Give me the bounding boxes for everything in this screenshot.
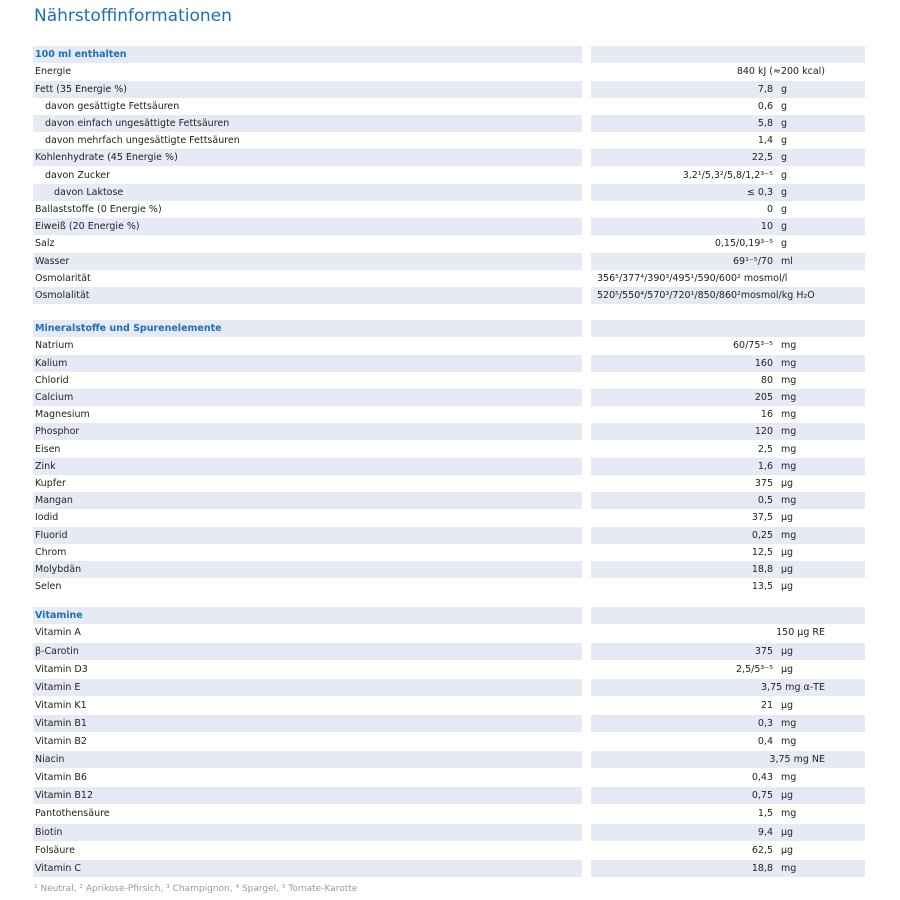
nutrient-label: davon Zucker: [45, 169, 110, 181]
table-row: [33, 235, 865, 252]
nutrient-value: 3,2¹/5,3²/5,8/1,2³⁻⁵: [682, 169, 773, 181]
table-row: [33, 544, 865, 561]
nutrient-unit: g: [781, 83, 788, 95]
nutrient-value: 840 kJ (≈200 kcal): [736, 66, 825, 78]
table-row: [33, 733, 865, 750]
nutrient-label: Vitamin E: [33, 679, 582, 696]
table-row: [33, 561, 865, 578]
nutrient-value-cell: [591, 81, 865, 98]
nutrient-value: 22,5: [751, 152, 773, 164]
nutrient-value-cell: [591, 544, 865, 561]
nutrient-value: 60/75³⁻⁵: [732, 340, 773, 352]
nutrient-label: Biotin: [33, 824, 582, 841]
nutrient-label: Vitamin B2: [35, 736, 87, 747]
nutrient-value: 16: [760, 409, 773, 421]
nutrient-value-cell: [591, 337, 865, 354]
table-row: [33, 643, 865, 660]
nutrient-value-cell: [591, 253, 865, 270]
nutrient-value: 0,25: [751, 529, 773, 541]
nutrient-value-cell: [591, 149, 865, 166]
nutrient-value-cell: [591, 167, 865, 184]
section-header: [33, 607, 865, 624]
nutrient-value: 0,6: [757, 100, 773, 112]
nutrient-unit: µg: [781, 512, 794, 524]
nutrient-value: 1,5: [757, 808, 773, 820]
nutrient-value: 0,75: [751, 790, 773, 802]
footnote: ¹ Neutral, ² Aprikose-Pfirsich, ³ Champignon, ⁴ Spargel, ⁵ Tomate-Karotte: [34, 884, 358, 894]
nutrient-label: Kohlenhydrate (45 Energie %): [33, 149, 582, 166]
table-row: [33, 860, 865, 877]
nutrient-unit: µg: [781, 826, 794, 838]
nutrient-unit: µg: [781, 564, 794, 575]
nutrient-value: 18,8: [751, 862, 773, 874]
nutrient-value-cell: [591, 441, 865, 458]
table-row: [33, 679, 865, 696]
nutrient-unit: g: [781, 152, 788, 164]
nutrient-label: Eiweiß (20 Energie %): [33, 218, 582, 235]
nutrient-unit: mg: [781, 772, 797, 784]
table-row: [33, 372, 865, 389]
nutrient-unit: mg: [781, 357, 797, 369]
section-heading-cell: [591, 46, 865, 63]
nutrient-label: Kalium: [33, 355, 582, 372]
table-row: [33, 132, 865, 149]
nutrient-value: 3,75 mg NE: [769, 754, 825, 766]
nutrient-unit: µg: [781, 663, 794, 675]
nutrient-label: Zink: [33, 458, 582, 475]
nutrient-value: 62,5: [751, 844, 773, 856]
table-row: [33, 475, 865, 492]
table-row: [33, 661, 865, 678]
nutrient-label: Vitamin B12: [33, 787, 582, 804]
nutrient-value-cell: [591, 492, 865, 509]
nutrient-label: Eisen: [35, 443, 61, 455]
nutrient-value: ≤ 0,3: [746, 186, 773, 198]
table-row: [33, 751, 865, 768]
nutrient-value: 0: [766, 204, 773, 215]
table-row: [33, 115, 865, 132]
table-row: [33, 184, 865, 201]
nutrient-value-cell: [591, 715, 865, 732]
nutrient-value: 0,5: [757, 495, 773, 507]
table-row: [33, 337, 865, 354]
nutrient-unit: µg: [781, 645, 794, 657]
nutrient-value: 375: [754, 478, 773, 489]
nutrient-value: 18,8: [751, 564, 773, 575]
section-heading-cell: [591, 607, 865, 624]
nutrient-value-cell: [591, 218, 865, 235]
nutrient-value-cell: [591, 475, 865, 492]
table-row: [33, 509, 865, 526]
table-row: [33, 697, 865, 714]
nutrient-unit: g: [781, 169, 788, 181]
nutrient-unit: g: [781, 204, 788, 215]
nutrient-value: 2,5/5³⁻⁵: [736, 663, 773, 675]
nutrient-label: Vitamin C: [33, 860, 582, 877]
nutrient-value-cell: [591, 201, 865, 218]
table-row: [33, 287, 865, 304]
nutrient-label: Magnesium: [35, 409, 90, 421]
nutrient-label: davon Laktose: [33, 184, 582, 201]
nutrient-unit: mg: [781, 409, 797, 421]
nutrient-value-cell: [591, 270, 865, 287]
nutrient-label: Molybdän: [33, 561, 582, 578]
nutrient-value: 12,5: [751, 546, 773, 558]
nutrient-value-cell: [591, 287, 865, 304]
nutrient-value-cell: [591, 389, 865, 406]
nutrient-value: 37,5: [751, 512, 773, 524]
table-row: [33, 149, 865, 166]
table-row: [33, 270, 865, 287]
table-row: [33, 527, 865, 544]
nutrient-value-cell: [591, 842, 865, 859]
nutrient-value: 0,3: [757, 717, 773, 729]
nutrient-label: Iodid: [35, 512, 59, 524]
table-row: [33, 441, 865, 458]
nutrient-value-cell: [591, 527, 865, 544]
nutrient-value-cell: [591, 661, 865, 678]
table-row: [33, 98, 865, 115]
nutrient-value-cell: [591, 751, 865, 768]
nutrient-label: Mangan: [33, 492, 582, 509]
nutrient-value: 1,6: [757, 460, 773, 472]
nutrient-value-cell: [591, 679, 865, 696]
nutrient-label: β-Carotin: [33, 643, 582, 660]
nutrient-unit: µg: [781, 478, 794, 489]
nutrient-value: 0,4: [757, 736, 773, 747]
nutrient-value-cell: [591, 624, 865, 641]
nutrient-label: Wasser: [33, 253, 582, 270]
nutrient-value-cell: [591, 235, 865, 252]
nutrient-value-cell: [591, 115, 865, 132]
nutrient-unit: ml: [781, 255, 793, 267]
table-row: [33, 63, 865, 80]
nutrient-label: davon einfach ungesättigte Fettsäuren: [33, 115, 582, 132]
nutrient-unit: mg: [781, 736, 797, 747]
section-heading: Vitamine: [33, 607, 582, 624]
nutrient-unit: mg: [781, 495, 797, 507]
nutrient-value: 10: [760, 221, 773, 233]
nutrient-unit: µg: [781, 844, 794, 856]
nutrient-value-cell: [591, 372, 865, 389]
table-row: [33, 805, 865, 822]
table-row: [33, 253, 865, 270]
nutrient-value-cell: [591, 561, 865, 578]
nutrient-value-cell: [591, 406, 865, 423]
nutrient-label: Vitamin B6: [35, 772, 87, 784]
table-row: [33, 624, 865, 641]
nutrient-value-cell: [591, 643, 865, 660]
nutrient-label: Folsäure: [35, 844, 75, 856]
table-row: [33, 81, 865, 98]
nutrient-value-cell: [591, 787, 865, 804]
nutrient-label: Pantothensäure: [35, 808, 110, 820]
nutrient-label: Osmolalität: [33, 287, 582, 304]
nutrient-label: Calcium: [33, 389, 582, 406]
nutrient-value-cell: [591, 578, 865, 595]
page-title: Nährstoffinformationen: [34, 6, 232, 26]
nutrient-unit: mg: [781, 808, 797, 820]
nutrient-value-cell: [591, 63, 865, 80]
nutrient-unit: mg: [781, 717, 797, 729]
nutrient-value: 13,5: [751, 581, 773, 593]
nutrient-unit: µg: [781, 581, 794, 593]
table-row: [33, 824, 865, 841]
nutrient-value: 0,15/0,19³⁻⁵: [714, 238, 773, 250]
nutrient-value: 0,43: [751, 772, 773, 784]
table-row: [33, 492, 865, 509]
nutrient-value: 160: [754, 357, 773, 369]
nutrient-label: Fett (35 Energie %): [33, 81, 582, 98]
nutrient-value-cell: [591, 824, 865, 841]
nutrient-value-cell: [591, 423, 865, 440]
nutrient-value: 356⁵/377⁴/390³/495¹/590/600² mosmol/l: [597, 272, 788, 284]
nutrient-label: Chrom: [35, 546, 67, 558]
nutrient-value: 150 µg RE: [776, 627, 825, 639]
table-row: [33, 578, 865, 595]
nutrient-label: davon mehrfach ungesättigte Fettsäuren: [45, 135, 240, 147]
nutrient-label: Salz: [35, 238, 55, 250]
nutrient-value: 80: [760, 374, 773, 386]
nutrient-unit: µg: [781, 546, 794, 558]
section-heading-cell: [591, 320, 865, 337]
nutrient-value: 21: [760, 699, 773, 711]
nutrient-label: Phosphor: [33, 423, 582, 440]
nutrient-unit: mg: [781, 340, 797, 352]
nutrient-unit: g: [781, 135, 788, 147]
nutrient-label: Osmolarität: [35, 272, 91, 284]
table-row: [33, 423, 865, 440]
table-row: [33, 218, 865, 235]
nutrient-value: 375: [754, 645, 773, 657]
nutrient-value-cell: [591, 860, 865, 877]
nutrient-label: Selen: [35, 581, 62, 593]
nutrient-unit: mg: [781, 460, 797, 472]
section-heading: 100 ml enthalten: [33, 46, 582, 63]
nutrient-value-cell: [591, 733, 865, 750]
nutrient-unit: g: [781, 100, 788, 112]
table-row: [33, 769, 865, 786]
nutrient-value-cell: [591, 458, 865, 475]
nutrient-label: Fluorid: [33, 527, 582, 544]
nutrient-value: 3,75 mg α-TE: [761, 681, 825, 693]
nutrient-unit: mg: [781, 862, 797, 874]
nutrient-label: Natrium: [35, 340, 74, 352]
nutrient-unit: µg: [781, 790, 794, 802]
nutrient-value: 69¹⁻⁵/70: [732, 255, 773, 267]
nutrient-value: 9,4: [757, 826, 773, 838]
nutrient-value: 1,4: [757, 135, 773, 147]
nutrient-value: 7,8: [757, 83, 773, 95]
table-row: [33, 167, 865, 184]
nutrient-value-cell: [591, 509, 865, 526]
nutrient-unit: mg: [781, 443, 797, 455]
nutrient-label: Chlorid: [35, 374, 69, 386]
nutrient-value: 120: [754, 426, 773, 438]
nutrient-unit: mg: [781, 529, 797, 541]
nutrient-label: Niacin: [33, 751, 582, 768]
nutrient-unit: g: [781, 238, 788, 250]
table-row: [33, 787, 865, 804]
nutrient-label: davon gesättigte Fettsäuren: [45, 100, 180, 112]
section-header: [33, 46, 865, 63]
nutrient-value: 520⁵/550⁴/570³/720¹/850/860²mosmol/kg H₂O: [597, 290, 815, 301]
nutrient-label: Kupfer: [35, 478, 66, 489]
nutrient-label: Vitamin B1: [33, 715, 582, 732]
nutrient-unit: g: [781, 118, 788, 129]
nutrient-value-cell: [591, 769, 865, 786]
table-row: [33, 389, 865, 406]
nutrient-value-cell: [591, 355, 865, 372]
table-row: [33, 458, 865, 475]
section-heading: Mineralstoffe und Spurenelemente: [33, 320, 582, 337]
nutrient-unit: µg: [781, 699, 794, 711]
nutrient-label: Vitamin K1: [35, 699, 87, 711]
nutrient-value-cell: [591, 805, 865, 822]
nutrient-unit: mg: [781, 426, 797, 438]
nutrient-label: Vitamin A: [35, 627, 81, 639]
table-row: [33, 842, 865, 859]
nutrient-value-cell: [591, 697, 865, 714]
table-row: [33, 201, 865, 218]
section-header: [33, 320, 865, 337]
nutrient-label: Vitamin D3: [35, 663, 88, 675]
table-row: [33, 355, 865, 372]
nutrient-value: 2,5: [757, 443, 773, 455]
nutrient-value: 5,8: [757, 118, 773, 129]
nutrient-unit: g: [781, 221, 788, 233]
nutrient-unit: g: [781, 186, 788, 198]
nutrient-unit: mg: [781, 392, 797, 403]
nutrient-value-cell: [591, 184, 865, 201]
nutrient-unit: mg: [781, 374, 797, 386]
nutrient-value-cell: [591, 98, 865, 115]
nutrient-value: 205: [754, 392, 773, 403]
table-row: [33, 406, 865, 423]
nutrient-label: Energie: [35, 66, 72, 78]
table-row: [33, 715, 865, 732]
nutrient-label: Ballaststoffe (0 Energie %): [35, 204, 162, 215]
nutrient-value-cell: [591, 132, 865, 149]
